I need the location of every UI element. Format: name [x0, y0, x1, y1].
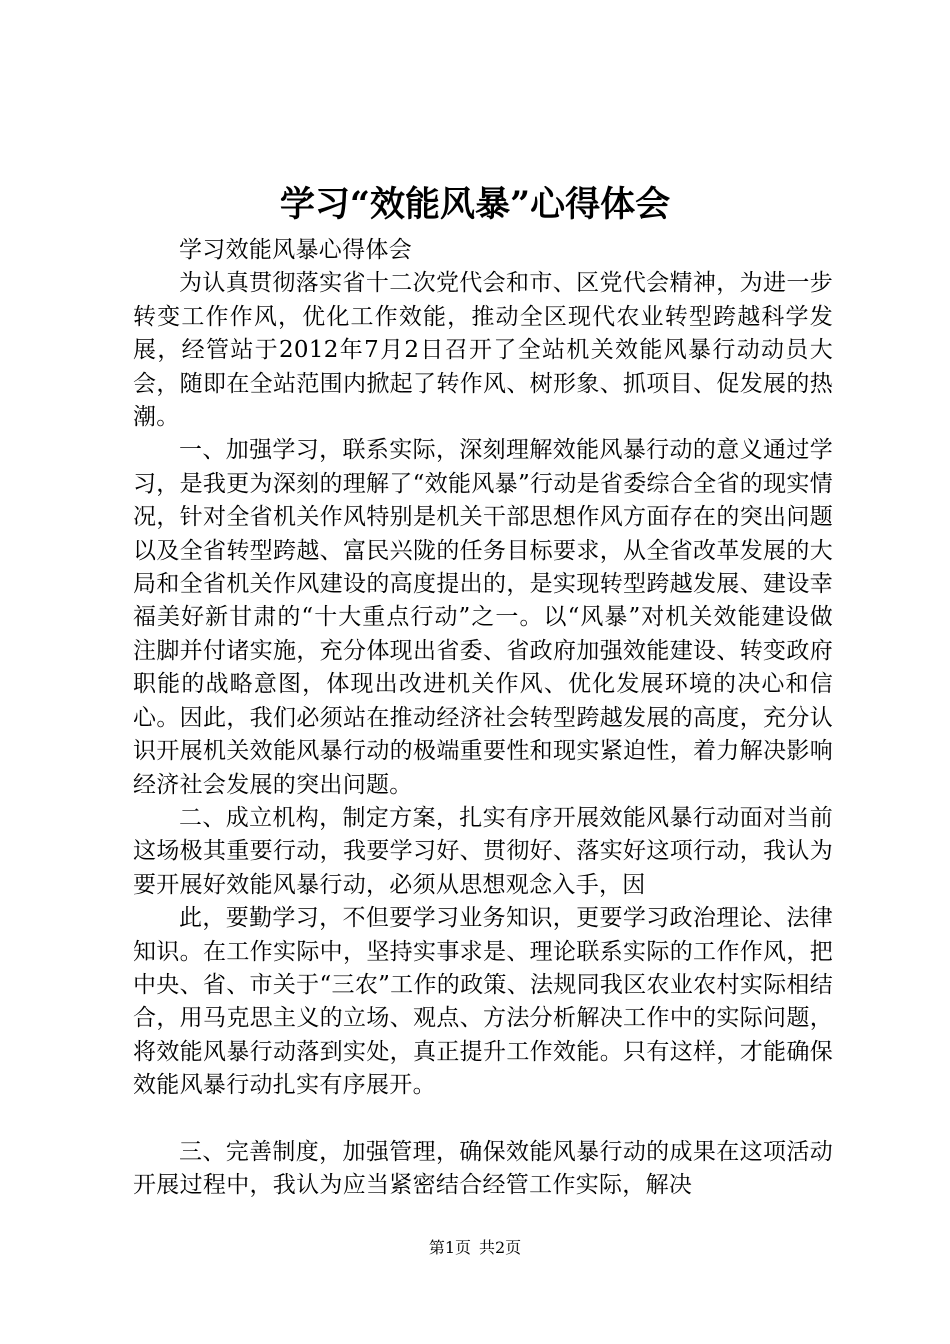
document-body: [133, 234, 833, 1202]
paragraph-subtitle: 学习效能风暴心得体会: [179, 237, 412, 263]
page-footer: [0, 1238, 950, 1258]
page-total: 共2页: [479, 1238, 522, 1257]
paragraph-section-one: 一、加强学习，联系实际，深刻理解效能风暴行动的意义通过学习，是我更为深刻的理解了“效能风暴”行动是省委综合全省的现实情况，针对全省机关作风特别是机关干部思想作风方面存在的突出问题以及全省转型跨越、富民兴陇的任务目标要求，从全省改革发展的大局和全省机关作风建设的高度提出的，是实现转型跨越发展、建设幸福美好新甘肃的“十大重点行动”之一。以“风暴”对机关效能建设做注脚并付诸实施，充分体现出省委、省政府加强效能建设、转变政府职能的战略意图，体现出改进机关作风、优化发展环境的决心和信心。因此，我们必须站在推动经济社会转型跨越发展的高度，充分认识开展机关效能风暴行动的极端重要性和现实紧迫性，着力解决影响经济社会发展的突出问题。: [133, 437, 833, 798]
page-number: 第1页: [428, 1238, 471, 1257]
document-title: 学习“效能风暴”心得体会: [279, 184, 671, 225]
paragraph-section-two-continued: 此，要勤学习，不但要学习业务知识，更要学习政治理论、法律知识。在工作实际中，坚持实事求是、理论联系实际的工作作风，把中央、省、市关于“三农”工作的政策、法规同我区农业农村实际相结合，用马克思主义的立场、观点、方法分析解决工作中的实际问题，将效能风暴行动落到实处，真正提升工作效能。只有这样，才能确保效能风暴行动扎实有序展开。: [133, 905, 833, 1099]
paragraph-section-three: 三、完善制度，加强管理，确保效能风暴行动的成果在这项活动开展过程中，我认为应当紧密结合经管工作实际，解决: [133, 1138, 833, 1198]
paragraph-intro: 为认真贯彻落实省十二次党代会和市、区党代会精神，为进一步转变工作作风，优化工作效能，推动全区现代农业转型跨越科学发展，经管站于2012年7月2日召开了全站机关效能风暴行动动员大会，随即在全站范围内掀起了转作风、树形象、抓项目、促发展的热潮。: [133, 270, 833, 431]
paragraph-section-two: 二、成立机构，制定方案，扎实有序开展效能风暴行动面对当前这场极其重要行动，我要学习好、贯彻好、落实好这项行动，我认为要开展好效能风暴行动，必须从思想观念入手，因: [133, 804, 833, 898]
